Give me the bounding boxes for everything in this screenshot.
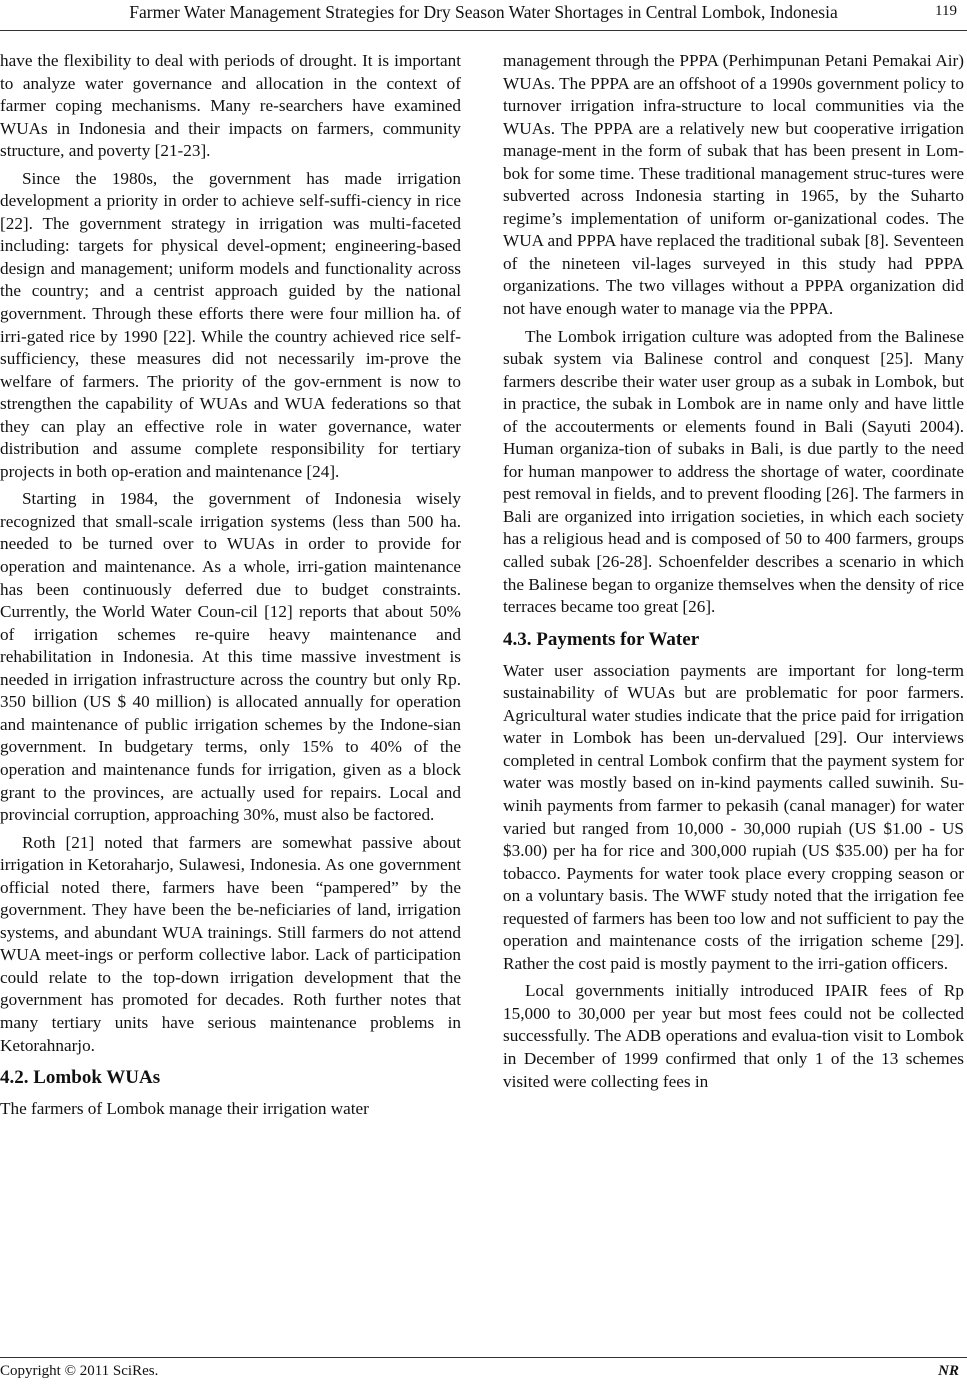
header-rule bbox=[0, 30, 967, 31]
running-header bbox=[0, 0, 967, 28]
section-heading-lombok-wuas: 4.2. Lombok WUAs bbox=[0, 1067, 161, 1089]
paragraph: have the flexibility to deal with periods of drought. It is important to analyze water governance and allocation in the context of farmer coping mechanisms. Many re-searchers have examined WUAs in Indonesia and their impacts on farmers, community structure, and poverty [21-23]. bbox=[0, 51, 461, 161]
footer-rule bbox=[0, 1357, 967, 1358]
paragraph: Roth [21] noted that farmers are somewhat passive about irrigation in Ketoraharjo, Sulawesi, Indonesia. As one government official noted there, farmers have been “pampered” by the government. They have been the be-neficiaries of land, irrigation systems, and abundant WUA trainings. Still farmers do not attend WUA meet-ings or perform collective labor. Lack of participation could relate to the top-down irrigation development that the government has promoted for decades. Roth further notes that many tertiary units have serious maintenance problems in Ketorahnarjo. bbox=[0, 832, 461, 1055]
running-title: Farmer Water Management Strategies for Dry Season Water Shortages in Central Lombok, Indonesia bbox=[129, 2, 838, 22]
paragraph: Water user association payments are important for long-term sustainability of WUAs but are problematic for poor farmers. Agricultural water studies indicate that the price paid for irrigation water in Lombok has been un-dervalued [29]. Our interviews completed in central Lombok confirm that the payment system for water was mostly based on in-kind payments called suwinih. Su-winih payments from farmer to pekasih (canal manager) for water varied but ranged from 10,000 - 30,000 rupiah (US $1.00 - US $3.00) per ha for rice and 300,000 rupiah (US $35.00) per ha for tobacco. Payments for water took place every cropping season or on a voluntary basis. The WWF study noted that the irrigation fee requested of farmers has been too low and not sufficient to pay the operation and maintenance costs of the irrigation scheme [29]. Rather the cost paid is mostly payment to the irri-gation officers. bbox=[503, 660, 964, 973]
page-number: 119 bbox=[935, 3, 957, 19]
journal-abbreviation: NR bbox=[938, 1363, 959, 1379]
left-column bbox=[0, 50, 461, 1126]
paragraph: Since the 1980s, the government has made irrigation development a priority in order to achieve self-suffi-ciency in rice [22]. The government strategy in irrigation was multi-faceted including: targets for physical devel-opment; engineering-based design and management; uniform models and functionality across the country; and a centrist approach guided by the national government. Through these efforts there were four million ha. of irri-gated rice by 1990 [22]. While the country achieved rice self-sufficiency, these measures did not necessarily im-prove the welfare of farmers. The priority of the gov-ernment is now to strengthen the capability of WUAs and WUA federations so that they can play an effective role in water governance, water distribution and assume complete responsibility for tertiary projects in both op-eration and maintenance [24]. bbox=[0, 168, 461, 481]
right-column bbox=[503, 50, 964, 1098]
section-heading-payments-for-water: 4.3. Payments for Water bbox=[503, 628, 700, 650]
copyright-notice: Copyright © 2011 SciRes. bbox=[0, 1363, 159, 1379]
paragraph: Starting in 1984, the government of Indonesia wisely recognized that small-scale irrigation systems (less than 500 ha. needed to be turned over to WUAs in order to provide for operation and maintenance. As a whole, irri-gation maintenance has been continuously deferred due to budget constraints. Currently, the World Water Coun-cil [12] reports that about 50% of irrigation schemes re-quire heavy maintenance and rehabilitation in Indonesia. At this time massive investment is needed in irrigation infrastructure across the country but only Rp. 350 billion (US $ 40 million) is allocated annually for operation and maintenance of public irrigation schemes by the Indone-sian government. In budgetary terms, only 15% to 40% of the operation and maintenance funds for irrigation, given as a block grant to the provinces, are actually used for repairs. Local and provincial corruption, approaching 30%, must also be factored. bbox=[0, 489, 461, 825]
paragraph: The Lombok irrigation culture was adopted from the Balinese subak system via Balinese control and conquest [25]. Many farmers describe their water user group as a subak in Lombok, but in practice, the subak in Lombok are in name only and have little of the accouterments or elements found in Bali (Sayuti 2004). Human organiza-tion of subaks in Bali, is due partly to the need for human manpower to address the shortage of water, coordinate pest removal in fields, and to prevent flooding [26]. The farmers in Bali are organized into irrigation societies, in which each society has a religious head and is composed of 50 to 400 farmers, groups called subak [26-28]. Schoenfelder describes a scenario in which the Balinese began to organize themselves when the density of rice terraces became too great [26]. bbox=[503, 326, 964, 617]
paragraph: management through the PPPA (Perhimpunan Petani Pemakai Air) WUAs. The PPPA are an offshoot of a 1990s government policy to turnover irrigation infra-structure to local communities via the WUAs. The PPPA are a relatively new but cooperative irrigation manage-ment in the form of subak that has been present in Lom-bok for some time. These traditional management struc-tures were subverted across Indonesia starting in 1965, by the Suharto regime’s implementation of uniform or-ganizational codes. The WUA and PPPA have replaced the traditional subak [8]. Seventeen of the nineteen vil-lages surveyed in this study had PPPA organizations. The two villages without a PPPA organization did not have enough water to manage via the PPPA. bbox=[503, 51, 964, 319]
paragraph: The farmers of Lombok manage their irrigation water bbox=[0, 1099, 369, 1119]
paragraph: Local governments initially introduced IPAIR fees of Rp 15,000 to 30,000 per year but most fees could not be collected successfully. The ADB operations and evalua-tion visit to Lombok in December of 1999 confirmed that only 1 of the 13 schemes visited were collecting fees in bbox=[503, 981, 964, 1091]
